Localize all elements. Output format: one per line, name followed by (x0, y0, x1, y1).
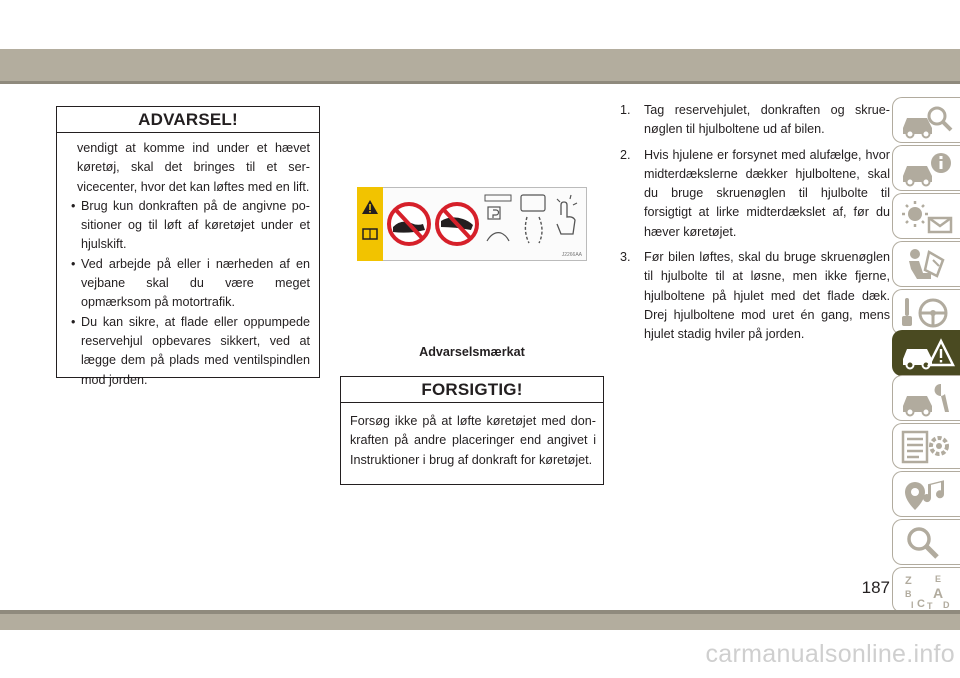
warning-body (57, 133, 319, 390)
tab-seat-airbag[interactable] (892, 241, 960, 287)
label-part-code: J2266AA (561, 252, 582, 258)
steering-wheel-icon (899, 294, 955, 332)
alphabet-index-icon (899, 572, 955, 610)
roadside-emergency-icon (899, 335, 955, 373)
tab-specifications[interactable] (892, 423, 960, 469)
specifications-icon (899, 428, 955, 466)
label-yellow-strip (357, 187, 383, 261)
header-band (0, 49, 960, 81)
bullet-dot: • (71, 256, 76, 271)
svg-text:T: T (927, 601, 933, 610)
car-info-icon (899, 150, 955, 188)
warning-bullet (71, 313, 310, 390)
car-search-icon (899, 102, 955, 140)
tab-roadside-emergency[interactable] (892, 330, 960, 376)
svg-text:I: I (911, 600, 914, 610)
warning-lights-icon (899, 198, 955, 236)
warning-title: ADVARSEL! (57, 107, 319, 133)
step-text: Hvis hjulene er forsynet med alufælge, hvor midterdækslerne dækker hjulboltene, skal du bruge skruenøglen til hjulbolte til forsigtigt at lirke midterdækslet af, før du hæver køretøjet. (644, 147, 890, 239)
step-text: Tag reservehjulet, donkraften og skruenøglen til hjulboltene ud af bilen. (644, 103, 890, 137)
caution-title: FORSIGTIG! (341, 377, 603, 403)
svg-text:A: A (933, 585, 944, 601)
step-number: 2. (620, 147, 631, 162)
step-text: Før bilen løftes, skal du bruge skruenøglen til hjulbolte til at løsne, men ikke fjerne, hjulboltene på hjulet med det flade dæk. Drej hjulboltene mod uret én gang, mens hjulet stadig hviler på jorden. (644, 250, 890, 342)
warning-bullet-text: Ved arbejde på eller i nærheden af en vejbane skal du være meget opmærksom på motortrafik. (81, 256, 310, 310)
warning-bullet-text: Brug kun donkraften på de angivne positioner og til løft af køretøjet under et hjulskift. (81, 198, 310, 252)
warning-label-figure (357, 187, 587, 261)
multimedia-icon (899, 476, 955, 514)
no-crawling-under-icon (389, 204, 429, 244)
page-number: 187 (861, 578, 890, 597)
tab-alphabet-index[interactable] (892, 567, 960, 613)
watermark: carmanualsonline.info (705, 640, 955, 668)
bullet-dot: • (71, 314, 76, 329)
tab-index-search[interactable] (892, 519, 960, 565)
svg-text:E: E (935, 574, 942, 584)
warning-bullet-text: Du kan sikre, at flade eller oppumpede reservehjul opbevares sikkert, ved at lægge dem på plads med ventilspindlen mod jorden. (81, 314, 310, 387)
header-band-rule (0, 81, 960, 84)
svg-text:C: C (917, 598, 925, 610)
no-person-under-car-icon (437, 204, 477, 244)
footer-band (0, 614, 960, 630)
tab-warning-lights[interactable] (892, 193, 960, 239)
tab-steering-wheel[interactable] (892, 289, 960, 335)
step-item (620, 146, 890, 242)
step-number: 3. (620, 250, 631, 265)
warning-continuation: vendigt at komme ind under et hævet køretøj, skal det bringes til et servicecenter, hvor det kan løftes med en lift. (77, 141, 310, 194)
step-item (620, 248, 890, 344)
seat-airbag-icon (899, 246, 955, 284)
tab-car-info[interactable] (892, 145, 960, 191)
tab-multimedia[interactable] (892, 471, 960, 517)
step-item (620, 101, 890, 140)
tab-car-service[interactable] (892, 375, 960, 421)
bullet-dot: • (71, 198, 76, 213)
step-number: 1. (620, 103, 631, 117)
car-service-icon (899, 380, 955, 418)
tab-car-search[interactable] (892, 97, 960, 143)
caution-body: Forsøg ikke på at løfte køretøjet med donkraften på andre placeringer end angivet i Instruktioner i brug af donkraft for køretøjet. (350, 414, 596, 467)
svg-text:Z: Z (905, 575, 912, 587)
svg-text:D: D (943, 600, 950, 610)
warning-label-image (357, 187, 587, 261)
caution-box (340, 376, 604, 485)
figure-caption: Advarselsmærkat (419, 345, 525, 359)
warning-bullet (71, 197, 310, 255)
svg-text:B: B (905, 589, 912, 599)
warning-box (56, 106, 320, 387)
index-search-icon (899, 524, 955, 562)
warning-bullet (71, 255, 310, 313)
numbered-steps (620, 101, 890, 351)
